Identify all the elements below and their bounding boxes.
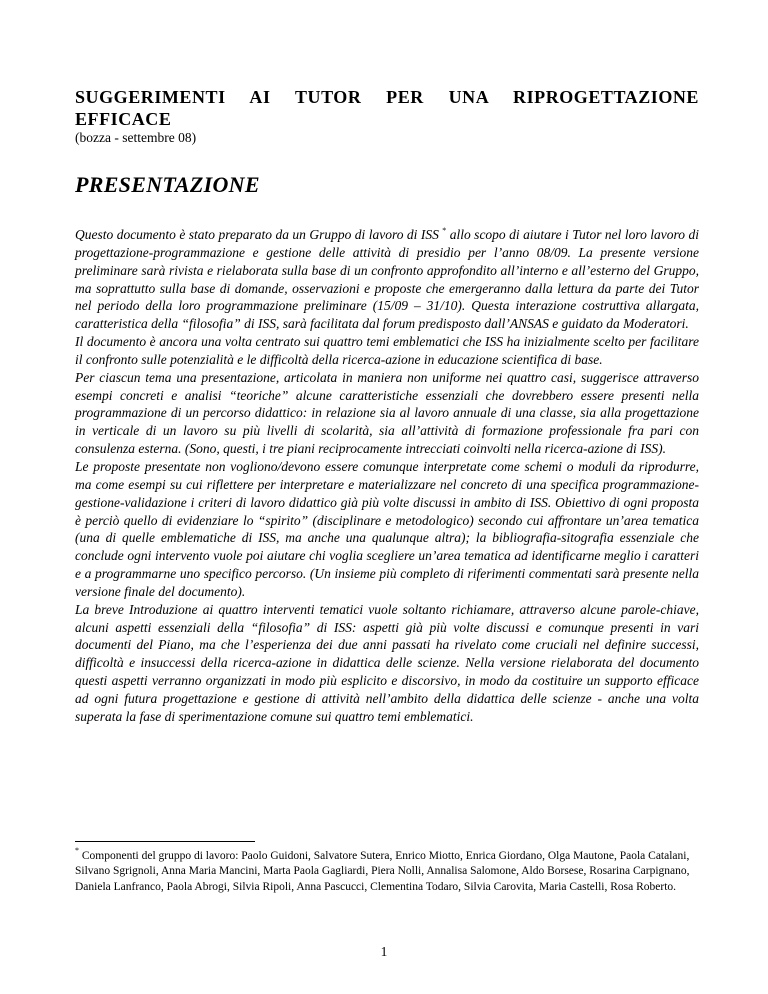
page-number: 1	[380, 944, 388, 959]
footnote	[75, 846, 699, 895]
document-subtitle: (bozza - settembre 08)	[75, 130, 197, 145]
body-text	[75, 226, 699, 726]
section-heading: PRESENTAZIONE	[75, 172, 260, 197]
paragraph-3: Per ciascun tema una presentazione, articolata in maniera non uniforme nei quattro casi, suggerisce attraverso esempi concreti e analisi “teoriche” alcune caratteristiche essenziali che dovrebbero essere presenti nella programmazione di un percorso didattico: in relazione sia al lavoro annuale di una classe, sia alla progettazione in verticale di un lavoro su più livelli di scolarità, sia all’attività di formazione professionale fra pari con consulenza esterna. (Sono, questi, i tre piani reciprocamente intrecciati coinvolti nella ricerca-azione di ISS).	[75, 369, 699, 457]
paragraph-2: Il documento è ancora una volta centrato sui quattro temi emblematici che ISS ha inizialmente scelto per facilitare il confronto sulle potenzialità e le difficoltà della ricerca-azione in educazione scientifica di base.	[75, 334, 699, 367]
footnote-marker: *	[442, 226, 447, 235]
paragraph-1	[75, 226, 699, 333]
footnote-text: Componenti del gruppo di lavoro: Paolo Guidoni, Salvatore Sutera, Enrico Miotto, Enrica Giordano, Olga Mautone, Paola Catalani, Silvano Sgrignoli, Anna Maria Mancini, Marta Paola Gagliardi, Piera Nolli, Annalisa Salomone, Aldo Borsese, Rosarina Carpignano, Daniela Lanfranco, Paola Abrogi, Silvia Ripoli, Anna Pascucci, Clementina Todaro, Silvia Carovita, Maria Castelli, Rosa Roberto.	[75, 850, 690, 893]
paragraph-4: Le proposte presentate non vogliono/devono essere comunque interpretate come schemi o moduli da riprodurre, ma come esempi su cui riflettere per interpretare e materializzare nel concreto di una specifica programmazione-gestione-validazione i criteri di lavoro didattico già più volte discussi in ambito di ISS. Obiettivo di ogni proposta è perciò quello di evidenziare lo “spirito” (disciplinare e metodologico) secondo cui affrontare un’area tematica (una di quelle emblematiche di ISS, ma anche una qualunque altra); la bibliografia-sitografia essenziale che conclude ogni intervento vuole poi aiutare chi voglia scegliere un’area tematica ad identificarne meglio i caratteri e a programmarne uno specifico percorso. (Un insieme più completo di riferimenti commentati sarà presente nella versione finale del documento).	[75, 458, 699, 599]
footnote-separator	[75, 841, 255, 842]
paragraph-1-rest: allo scopo di aiutare i Tutor nel loro lavoro di progettazione-programmazione e gestione delle attività di presidio per l’anno 08/09. La presente versione preliminare sarà rivista e rielaborata sulla base di un confronto approfondito all’interno e all’esterno del Gruppo, ma soprattutto sulla base di domande, osservazioni e proposte che emergeranno dalla lettura da parte dei Tutor nel periodo della loro programmazione preliminare (15/09 – 31/10). Questa interazione costruttiva allargata, caratteristica della “filosofia” di ISS, sarà facilitata dal forum predisposto dall’ANSAS e guidato da Moderatori.	[75, 227, 699, 332]
paragraph-5: La breve Introduzione ai quattro interventi tematici vuole soltanto richiamare, attraverso alcune parole-chiave, alcuni aspetti essenziali della “filosofia” di ISS: aspetti già più volte discussi e comunque presenti in vari documenti del Piano, ma che l’esperienza dei due anni passati ha rivelato come cruciali nel definire successi, difficoltà e insuccessi della ricerca-azione in didattica delle scienze. Nella versione rielaborata del documento questi aspetti verranno organizzati in modo più esplicito e discorsivo, in modo da costituire un supporto efficace ad ogni futura progettazione e gestione di attività nell’ambito della didattica delle scienze - anche una volta superata la fase di sperimentazione comune sui quattro temi emblematici.	[75, 601, 699, 724]
paragraph-1-start: Questo documento è stato preparato da un Gruppo di lavoro di ISS	[75, 227, 443, 242]
footnote-marker-ref: *	[75, 846, 79, 855]
document-title: SUGGERIMENTI AI TUTOR PER UNA RIPROGETTAZIONE EFFICACE	[75, 87, 699, 129]
